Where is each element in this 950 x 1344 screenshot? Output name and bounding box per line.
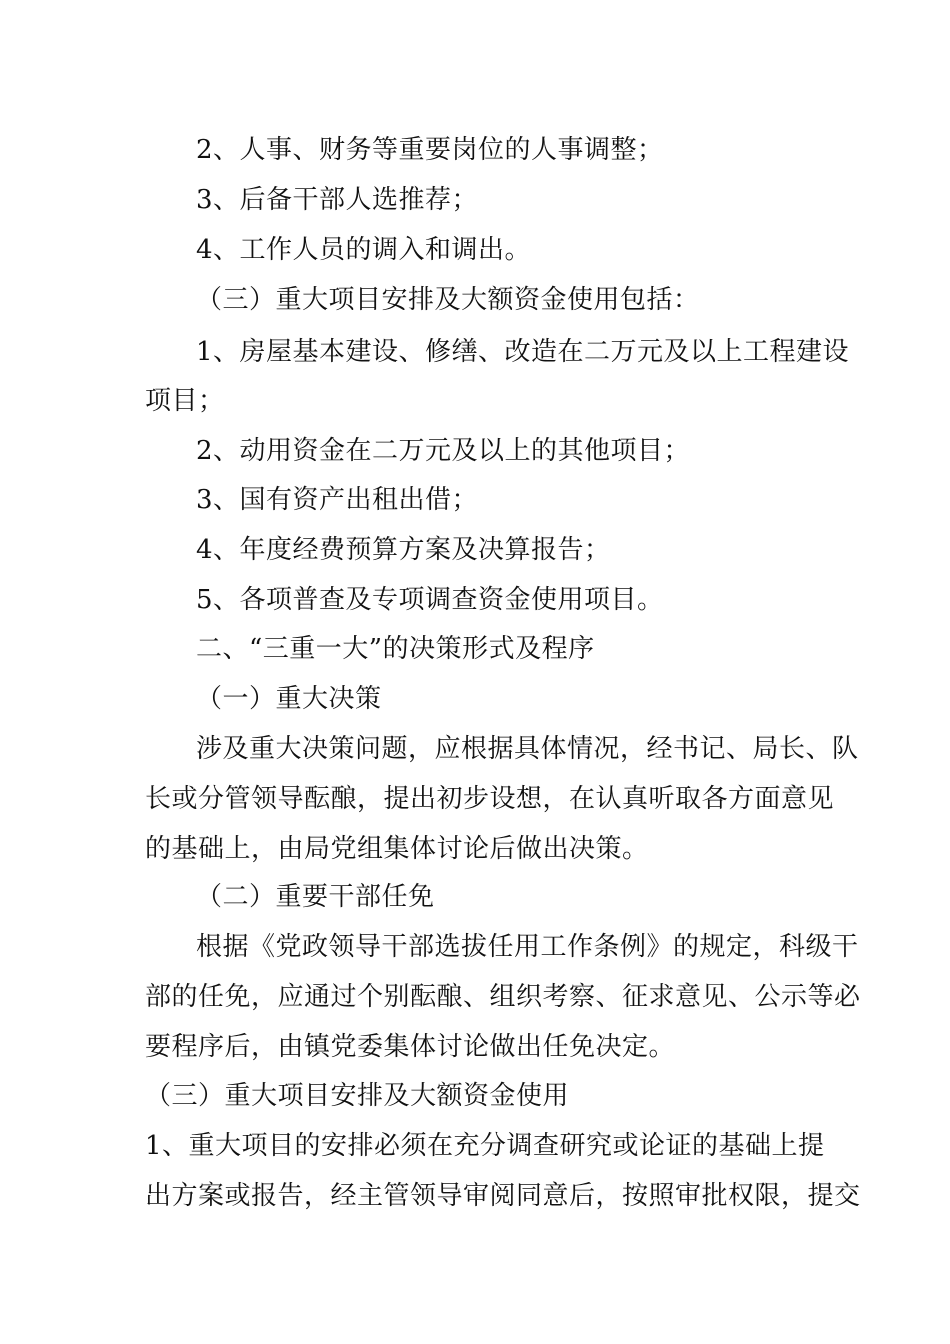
text-line: 出方案或报告，经主管领导审阅同意后，按照审批权限，提交: [145, 1181, 861, 1211]
text-line: 要程序后，由镇党委集体讨论做出任免决定。: [145, 1032, 676, 1062]
text-line: 1、重大项目的安排必须在充分调查研究或论证的基础上提: [145, 1131, 825, 1161]
subsection-heading: （一）重大决策: [196, 684, 382, 714]
text-line: 项目；: [145, 386, 225, 416]
text-line: 长或分管领导酝酿，提出初步设想，在认真听取各方面意见: [145, 784, 835, 814]
subsection-heading: （三）重大项目安排及大额资金使用: [145, 1081, 570, 1111]
text-line: 4、工作人员的调入和调出。: [196, 235, 532, 265]
section-heading: 二、“三重一大”的决策形式及程序: [196, 634, 595, 664]
text-line: 2、人事、财务等重要岗位的人事调整；: [196, 135, 664, 165]
text-line: 2、动用资金在二万元及以上的其他项目；: [196, 436, 691, 466]
text-line: 涉及重大决策问题，应根据具体情况，经书记、局长、队: [196, 734, 859, 764]
text-line: 部的任免，应通过个别酝酿、组织考察、征求意见、公示等必: [145, 982, 861, 1012]
text-line: 根据《党政领导干部选拔任用工作条例》的规定，科级干: [196, 932, 859, 962]
text-line: 1、房屋基本建设、修缮、改造在二万元及以上工程建设: [196, 337, 850, 367]
text-line: 5、各项普查及专项调查资金使用项目。: [196, 585, 664, 615]
text-line: 的基础上，由局党组集体讨论后做出决策。: [145, 834, 649, 864]
subsection-heading: （二）重要干部任免: [196, 882, 435, 912]
section-heading: （三）重大项目安排及大额资金使用包括：: [196, 285, 700, 315]
text-line: 4、年度经费预算方案及决算报告；: [196, 535, 611, 565]
text-line: 3、后备干部人选推荐；: [196, 185, 479, 215]
text-line: 3、国有资产出租出借；: [196, 485, 479, 515]
